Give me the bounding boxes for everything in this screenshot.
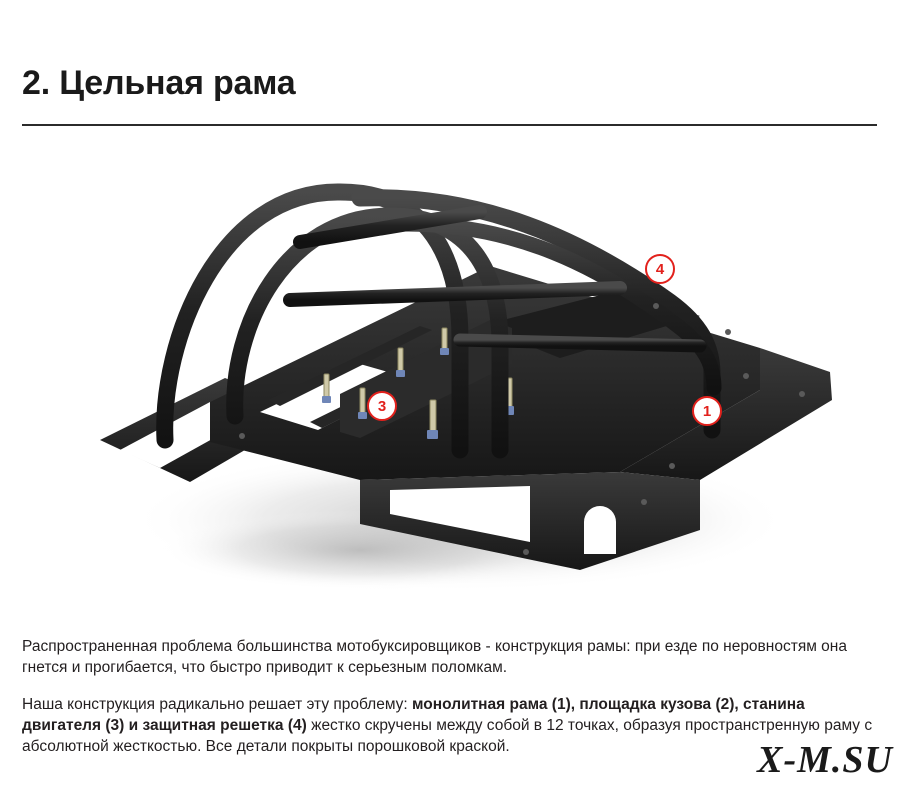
solution-tail: жестко скручены между собой в 12 точках, образуя пространстренную раму с абсолютной жесткостью. Все детали покрыты порошковой краской. bbox=[22, 716, 873, 755]
frame-assembly-illustration bbox=[60, 150, 860, 600]
frame-assembly-figure bbox=[60, 150, 860, 600]
callout-marker-4: 4 bbox=[645, 254, 675, 284]
solution-lead: Наша конструкция радикально решает эту проблему: bbox=[22, 695, 413, 713]
site-watermark: X-M.SU bbox=[757, 739, 893, 781]
page-title: 2. Цельная рама bbox=[22, 64, 296, 102]
callout-marker-1: 1 bbox=[692, 396, 722, 426]
callout-marker-3: 3 bbox=[367, 391, 397, 421]
title-divider bbox=[22, 124, 877, 126]
paragraph-problem: Распространенная проблема большинства мотобуксировщиков - конструкция рамы: при езде по неровностям она гнется и прогибается, что быстро приводит к серьезным поломкам. bbox=[22, 637, 847, 676]
solution-highlight: монолитная рама (1), площадка кузова (2), станина двигателя (3) и защитная решетка (4) bbox=[22, 695, 805, 734]
